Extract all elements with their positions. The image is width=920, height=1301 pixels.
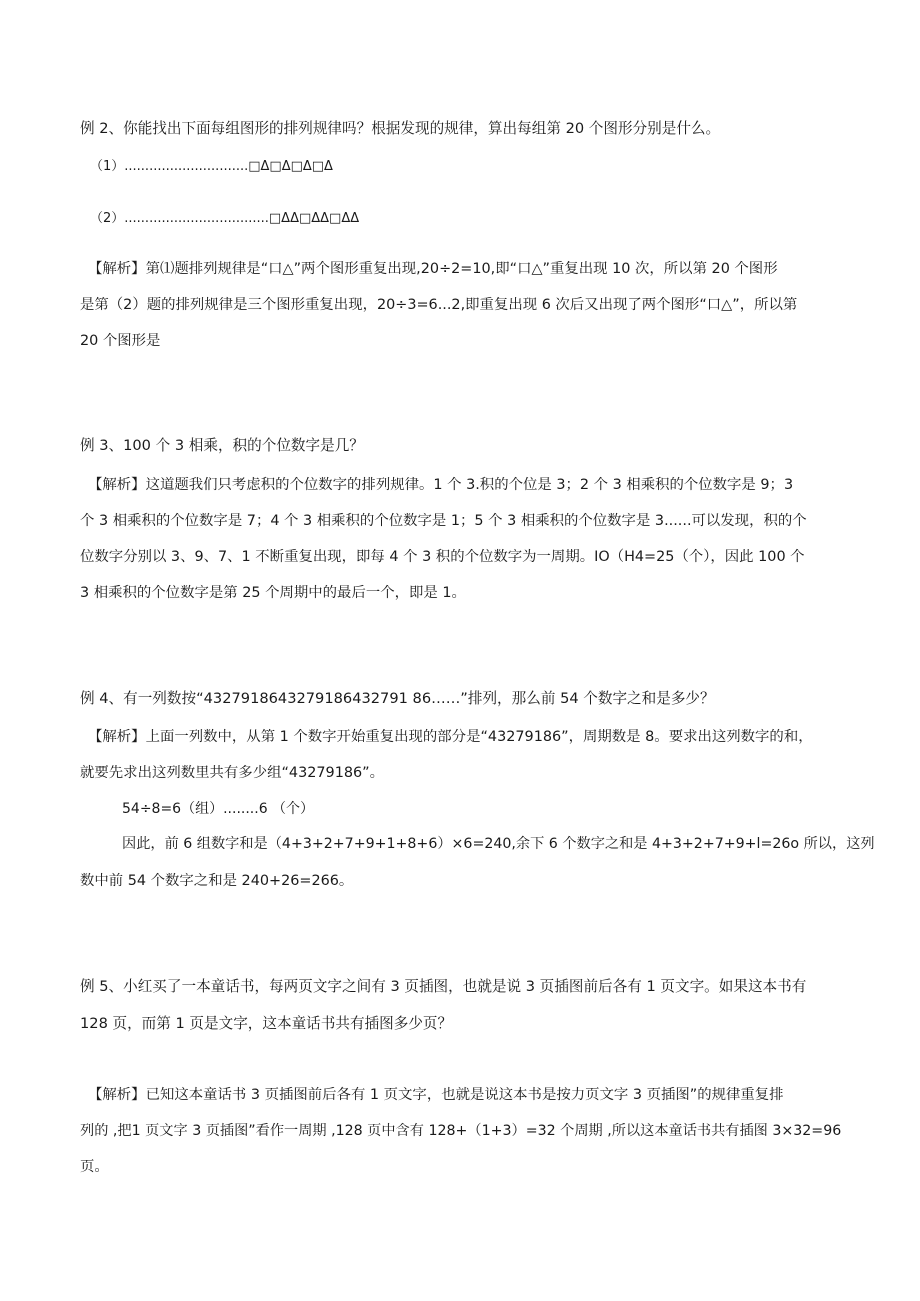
ex2-solution-line-3: 20 个图形是 [80,333,161,349]
ex4-solution-line-1: 【解析】上面一列数中，从第 1 个数字开始重复出现的部分是“43279186”，周期数是 8。要求出这列数字的和， [88,729,813,745]
ex4-title: 例 4、有一列数按“4327918643279186432791 86……”排列，那么前 54 个数字之和是多少？ [80,690,715,707]
ex3-title: 例 3、100 个 3 相乘，积的个位数字是几？ [80,437,364,454]
ex2-solution-line-2: 是第（2）题的排列规律是三个图形重复出现，20÷3=6...2,即重复出现 6 次后又出现了两个图形“口△”，所以第 [80,297,798,313]
ex5-title-line-2: 128 页，而第 1 页是文字，这本童话书共有插图多少页？ [80,1015,453,1032]
ex3-solution-line-3: 位数字分别以 3、9、7、1 不断重复出现，即每 4 个 3 积的个位数字为一周期。IO（H4=25（个），因此 100 个 [80,549,805,565]
ex5-solution-line-3: 页。 [80,1159,109,1175]
ex4-solution-line-2: 就要先求出这列数里共有多少组“43279186”。 [80,765,385,781]
ex3-solution-line-2: 个 3 相乘积的个位数字是 7；4 个 3 相乘积的个位数字是 1；5 个 3 相乘积的个位数字是 3......可以发现，积的个 [80,513,807,529]
ex2-solution-line-1: 【解析】第⑴题排列规律是“口△”两个图形重复出现,20÷2=10,即“口△”重复出现 10 次，所以第 20 个图形 [88,261,778,277]
ex5-title-line-1: 例 5、小红买了一本童话书，每两页文字之间有 3 页插图，也就是说 3 页插图前后各有 1 页文字。如果这本书有 [80,978,807,995]
ex5-solution-line-1: 【解析】已知这本童话书 3 页插图前后各有 1 页文字，也就是说这本书是按力页文字 3 页插图”的规律重复排 [88,1087,784,1103]
ex2-item-1: （1）..............................□Δ□Δ□Δ□Δ [90,159,333,174]
ex4-solution-line-3: 因此，前 6 组数字和是（4+3+2+7+9+1+8+6）×6=240,余下 6 个数字之和是 4+3+2+7+9+l=26o 所以，这列 [122,836,875,852]
ex3-solution-line-4: 3 相乘积的个位数字是第 25 个周期中的最后一个，即是 1。 [80,585,466,601]
ex2-item-2: （2）...................................□ΔΔ□ΔΔ□ΔΔ [90,211,360,226]
ex2-title: 例 2、你能找出下面每组图形的排列规律吗？根据发现的规律，算出每组第 20 个图形分别是什么。 [80,120,721,137]
ex4-solution-line-4: 数中前 54 个数字之和是 240+26=266。 [80,873,354,889]
ex4-calculation: 54÷8=6（组）........6 （个） [122,801,315,817]
ex3-solution-line-1: 【解析】这道题我们只考虑积的个位数字的排列规律。1 个 3.积的个位是 3；2 个 3 相乘积的个位数字是 9；3 [88,477,794,493]
ex5-solution-line-2: 列的 ,把1 页文字 3 页插图”看作一周期 ,128 页中含有 128+（1+3）=32 个周期 ,所以这本童话书共有插图 3×32=96 [80,1123,842,1139]
